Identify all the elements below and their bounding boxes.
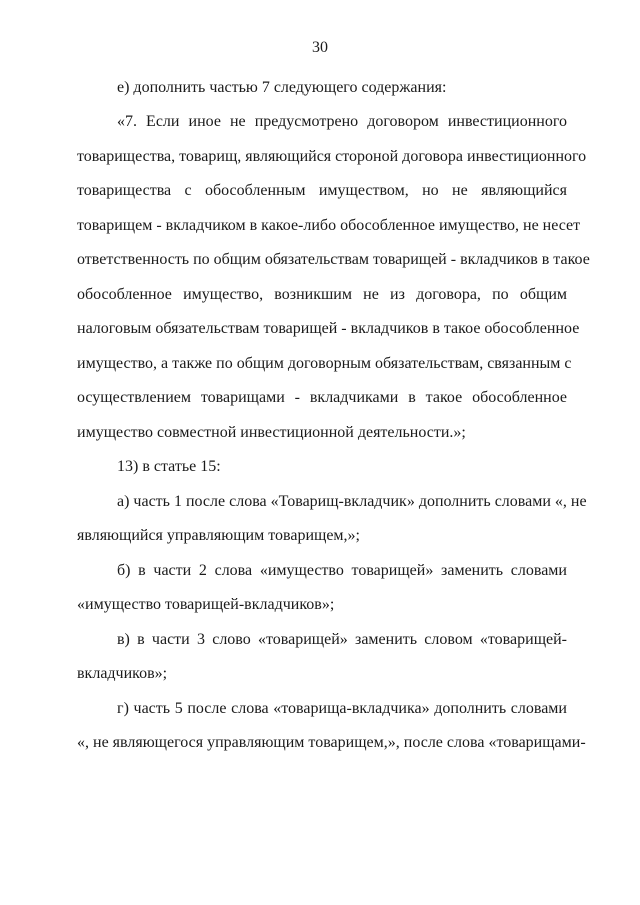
paragraph-line: ответственность по общим обязательствам товарищей - вкладчиков в такое bbox=[77, 251, 590, 268]
paragraph-line: 13) в статье 15: bbox=[117, 458, 221, 475]
paragraph-line: имущество совместной инвестиционной деятельности.»; bbox=[77, 424, 466, 441]
paragraph-line: е) дополнить частью 7 следующего содержания: bbox=[117, 79, 447, 96]
paragraph-line: являющийся управляющим товарищем,»; bbox=[77, 527, 360, 544]
paragraph-line: «имущество товарищей-вкладчиков»; bbox=[77, 596, 335, 613]
paragraph-line: б) в части 2 слова «имущество товарищей» заменить словами bbox=[117, 562, 567, 579]
paragraph-line: имущество, а также по общим договорным обязательствам, связанным с bbox=[77, 355, 572, 372]
paragraph-line: товарищем - вкладчиком в какое-либо обособленное имущество, не несет bbox=[77, 217, 581, 234]
paragraph-line: товарищества с обособленным имуществом, но не являющийся bbox=[77, 182, 567, 199]
paragraph-line: в) в части 3 слово «товарищей» заменить словом «товарищей- bbox=[117, 631, 567, 648]
paragraph-line: налоговым обязательствам товарищей - вкладчиков в такое обособленное bbox=[77, 320, 580, 337]
paragraph-line: а) часть 1 после слова «Товарищ-вкладчик» дополнить словами «, не bbox=[117, 493, 587, 510]
paragraph-line: «, не являющегося управляющим товарищем,», после слова «товарищами- bbox=[77, 734, 586, 751]
paragraph-line: товарищества, товарищ, являющийся стороной договора инвестиционного bbox=[77, 148, 587, 165]
paragraph-line: вкладчиков»; bbox=[77, 665, 168, 682]
paragraph-line: обособленное имущество, возникшим не из договора, по общим bbox=[77, 286, 567, 303]
paragraph-line: «7. Если иное не предусмотрено договором инвестиционного bbox=[117, 113, 567, 130]
page-number: 30 bbox=[312, 39, 328, 56]
paragraph-line: г) часть 5 после слова «товарища-вкладчика» дополнить словами bbox=[117, 700, 567, 717]
paragraph-line: осуществлением товарищами - вкладчиками в такое обособленное bbox=[77, 389, 567, 406]
